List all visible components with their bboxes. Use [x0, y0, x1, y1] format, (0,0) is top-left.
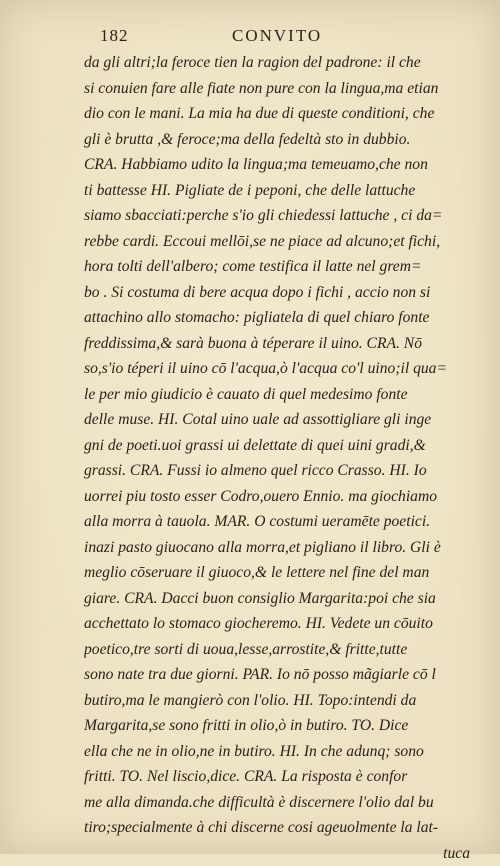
- text-line: uorrei piu tosto esser Codro,ouero Ennio. ma giochiamo: [84, 484, 484, 510]
- text-line: hora tolti dell'albero; come testifica il latte nel grem=: [84, 254, 484, 280]
- text-line: sono nate tra due giorni. PAR. Io nō posso mãgiarle cō l: [84, 662, 484, 688]
- text-line: so,s'io téperi il uino cō l'acqua,ò l'acqua co'l uino;il qua=: [84, 356, 484, 382]
- text-line: butiro,ma le mangierò con l'olio. HI. Topo:intendi da: [84, 688, 484, 714]
- text-line: dio con le mani. La mia ha due di queste conditioni, che: [84, 101, 484, 127]
- text-line: freddissima,& sarà buona à téperare il uino. CRA. Nō: [84, 331, 484, 357]
- text-line: rebbe cardi. Eccoui mellōi,se ne piace ad alcuno;et fichi,: [84, 229, 484, 255]
- catchword: tuca: [84, 841, 484, 866]
- text-line: inazi pasto giuocano alla morra,et pigliano il libro. Gli è: [84, 535, 484, 561]
- page-header: [100, 26, 480, 50]
- text-line: le per mio giudicio è cauato di quel medesimo fonte: [84, 382, 484, 408]
- text-line: CRA. Habbiamo udito la lingua;ma temeuamo,che non: [84, 152, 484, 178]
- text-line: da gli altri;la feroce tien la ragion del padrone: il che: [84, 50, 484, 76]
- text-line: si conuien fare alle fiate non pure con la lingua,ma etian: [84, 76, 484, 102]
- text-line: poetico,tre sorti di uoua,lesse,arrostite,& fritte,tutte: [84, 637, 484, 663]
- running-head: CONVITO: [232, 26, 322, 46]
- text-line: siamo sbacciati:perche s'io gli chiedessi lattuche , ci da=: [84, 203, 484, 229]
- text-line: grassi. CRA. Fussi io almeno quel ricco Crasso. HI. Io: [84, 458, 484, 484]
- text-line: ella che ne in olio,ne in butiro. HI. In che adunq; sono: [84, 739, 484, 765]
- text-line: ti battesse HI. Pigliate de i peponi, che delle lattuche: [84, 178, 484, 204]
- text-line: tiro;specialmente à chi discerne cosi ageuolmente la lat-: [84, 815, 484, 841]
- text-line: acchettato lo stomaco giocheremo. HI. Vedete un cōuito: [84, 611, 484, 637]
- text-line: meglio cōseruare il giuoco,& le lettere nel fine del man: [84, 560, 484, 586]
- text-line: gni de poeti.uoi grassi ui delettate di quei uini gradi,&: [84, 433, 484, 459]
- text-line: delle muse. HI. Cotal uino uale ad assottigliare gli inge: [84, 407, 484, 433]
- text-line: gli è brutta ,& feroce;ma della fedeltà sto in dubbio.: [84, 127, 484, 153]
- text-line: fritti. TO. Nel liscio,dice. CRA. La risposta è confor: [84, 764, 484, 790]
- text-line: attachino allo stomacho: pigliatela di quel chiaro fonte: [84, 305, 484, 331]
- text-line: giare. CRA. Dacci buon consiglio Margarita:poi che sia: [84, 586, 484, 612]
- text-line: bo . Si costuma di bere acqua dopo i fichi , accio non si: [84, 280, 484, 306]
- text-line: me alla dimanda.che difficultà è discernere l'olio dal bu: [84, 790, 484, 816]
- text-line: Margarita,se sono fritti in olio,ò in butiro. TO. Dice: [84, 713, 484, 739]
- page-number: 182: [100, 26, 129, 46]
- text-line: alla morra à tauola. MAR. O costumi ueramēte poetici.: [84, 509, 484, 535]
- body-text: [84, 50, 484, 866]
